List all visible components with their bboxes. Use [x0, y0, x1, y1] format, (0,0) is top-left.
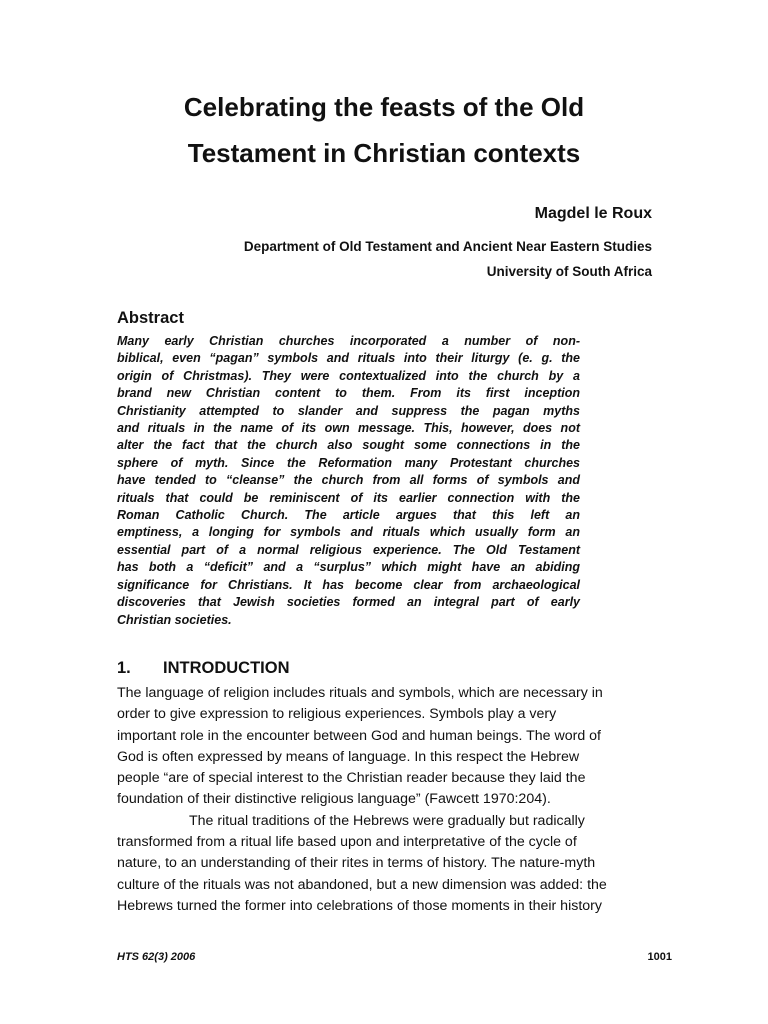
- abstract-line: rituals that could be reminiscent of its earlier connection with the: [117, 490, 580, 505]
- abstract-line: essential part of a normal religious experience. The Old Testament: [117, 542, 580, 557]
- abstract-line: and rituals in the name of its own message. This, however, does not: [117, 421, 580, 436]
- section-body: [117, 683, 657, 917]
- affiliation-university: University of South Africa: [486, 264, 652, 279]
- section-heading: [117, 659, 290, 678]
- abstract-line: Roman Catholic Church. The article argues that this left an: [117, 508, 580, 523]
- body-line: culture of the rituals was not abandoned, but a new dimension was added: the: [117, 876, 607, 893]
- author-affiliation: [92, 234, 652, 284]
- title-line: Celebrating the feasts of the Old: [183, 92, 585, 122]
- body-line: nature, to an understanding of their rites in terms of history. The nature-myth: [117, 855, 596, 872]
- abstract-body: [117, 333, 580, 629]
- abstract-line: brand new Christian content to them. From its first inception: [117, 386, 580, 401]
- abstract-line: Christianity attempted to slander and suppress the pagan myths: [117, 403, 580, 418]
- body-line: transformed from a ritual life based upon and interpretative of the cycle of: [117, 834, 577, 851]
- abstract-line: Many early Christian churches incorporated a number of non-: [117, 334, 580, 348]
- body-line: God is often expressed by means of language. In this respect the Hebrew: [117, 748, 580, 765]
- author-name: Magdel le Roux: [534, 205, 652, 222]
- affiliation-department: Department of Old Testament and Ancient Near Eastern Studies: [243, 239, 652, 254]
- body-line: The language of religion includes rituals and symbols, which are necessary in: [117, 685, 603, 701]
- body-line: order to give expression to religious experiences. Symbols play a very: [117, 706, 557, 723]
- body-line: foundation of their distinctive religious language” (Fawcett 1970:204).: [117, 791, 551, 808]
- section-number: 1.: [117, 659, 131, 677]
- section-title: INTRODUCTION: [163, 659, 290, 677]
- page-number: 1001: [647, 951, 672, 963]
- abstract-line: Christian societies.: [117, 612, 232, 627]
- abstract-line: origin of Christmas). They were contextualized into the church by a: [117, 368, 580, 383]
- body-line: The ritual traditions of the Hebrews were gradually but radically: [189, 812, 585, 829]
- abstract-heading: Abstract: [117, 309, 184, 327]
- abstract-line: biblical, even “pagan” symbols and rituals into their liturgy (e. g. the: [117, 351, 580, 366]
- body-line: Hebrews turned the former into celebrations of those moments in their history: [117, 897, 602, 914]
- abstract-line: significance for Christians. It has become clear from archaeological: [117, 577, 580, 592]
- body-line: people “are of special interest to the Christian reader because they laid the: [117, 770, 586, 787]
- abstract-line: have tended to “cleanse” the church from all forms of symbols and: [117, 473, 580, 488]
- abstract-line: alter the fact that the church also sought some connections in the: [117, 438, 580, 453]
- abstract-line: has both a “deficit” and a “surplus” which might have an abiding: [117, 560, 580, 575]
- article-title: [116, 84, 652, 176]
- body-line: important role in the encounter between God and human beings. The word of: [117, 727, 601, 744]
- abstract-line: emptiness, a longing for symbols and rituals which usually form an: [117, 525, 580, 540]
- title-line: Testament in Christian contexts: [187, 138, 581, 168]
- abstract-line: discoveries that Jewish societies formed an integral part of early: [117, 595, 580, 610]
- footer-journal: HTS 62(3) 2006: [117, 951, 196, 963]
- abstract-line: sphere of myth. Since the Reformation many Protestant churches: [117, 455, 580, 470]
